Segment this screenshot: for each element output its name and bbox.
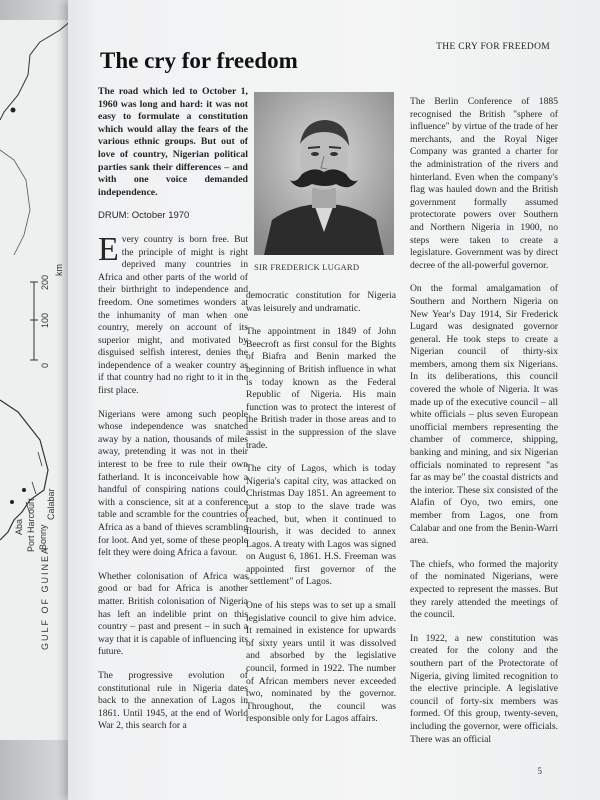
map-label-port-harcourt: Port Harcourt <box>26 498 36 552</box>
lead-paragraph: The road which led to October 1, 1960 was long and hard: it was not easy to formulate a constitution which would allay the fears of the various ethnic groups. But out of love of country, Nigerian political parties sank their differences – and with one voice demanded independence. <box>98 86 248 198</box>
drop-cap: E <box>98 230 119 268</box>
page-number: 5 <box>537 766 542 776</box>
paragraph <box>98 230 248 398</box>
paragraph: Whether colonisation of Africa was good or bad for Africa is another matter. British colonisation of Nigeria has left an indelible print on this country – past and present – in such a way that it is capable of influencing its future. <box>98 570 248 658</box>
map-scale-100: 100 <box>40 312 50 328</box>
column-1 <box>98 86 248 744</box>
map-label-bonny: Bonny <box>38 524 48 550</box>
paragraph: The chiefs, who formed the majority of the nominated Nigerians, were expected to represent the masses. But they rarely attended the meetings of the council. <box>410 558 558 621</box>
article-title: The cry for freedom <box>100 48 298 73</box>
map-scale-unit: km <box>54 264 64 276</box>
byline: DRUM: October 1970 <box>98 210 190 222</box>
portrait-drawing <box>254 92 394 255</box>
map-scale-0: 0 <box>40 362 50 368</box>
paragraph: One of his steps was to set up a small legislative council to give him advice. It remained in existence for upwards of sixty years until it was dissolved and absorbed by the legislative council, formed in 1922. The number of African members never exceeded two, nominated by the governor. Throughout, the council was responsible only for Lagos affairs. <box>246 600 396 725</box>
book-page <box>68 0 600 800</box>
column-3 <box>410 96 558 757</box>
map-label-gulf-of-guinea: GULF OF GUINEA <box>40 545 50 650</box>
paragraph: democratic constitution for Nigeria was leisurely and undramatic. <box>246 290 396 314</box>
paragraph: The progressive evolution of constitutional rule in Nigeria dates back to the annexation of Lagos in 1861. Until 1945, at the end of World War 2, this search for a <box>98 669 248 732</box>
photo-caption: SIR FREDERICK LUGARD <box>254 262 360 272</box>
paragraph: On the formal amalgamation of Southern and Northern Nigeria on New Year's Day 1914, Sir Frederick Lugard was designated governor general. He took steps to create a Nigerian council of thirty-six members, among them six Nigerians. In its deliberations, this council covered the whole of Nigeria. It was made up of the executive council – all white officials – plus seven European unofficial members representing the chamber of commerce, shipping, banking and mining, and six Nigerian officials nominated to represent "as far as may be" the coastal districts and the interior. These six consisted of the Alafin of Oyo, two emirs, one member from Lagos, one from Calabar and one from the Benin-Warri area. <box>410 283 558 547</box>
portrait-photo <box>254 92 394 255</box>
paragraph: In 1922, a new constitution was created for the colony and the southern part of the Protectorate of Nigeria, giving limited recognition to the elective principle. A legislative council of forty-six members was formed. Of this group, twenty-seven, including the governor, were officials. There was an official <box>410 632 558 745</box>
map-drawing <box>0 20 72 740</box>
paragraph: The city of Lagos, which is today Nigeria's capital city, was attacked on Christmas Day 1851. An agreement to put a stop to the slave trade was reached, but, when it continued to flourish, it was decided to annex Lagos. A treaty with Lagos was signed on August 6, 1861. H.S. Freeman was appointed first governor of the "settlement" of Lagos. <box>246 463 396 588</box>
column-2 <box>246 290 396 737</box>
map-label-aba: Aba <box>14 518 24 535</box>
running-head: THE CRY FOR FREEDOM <box>436 42 550 52</box>
paragraph: The Berlin Conference of 1885 recognised the British "sphere of influence" by virtue of the trade of her merchants, and the Royal Niger Company was granted a charter for the administration of the rivers and hinterland. Even when the company's flag was hauled down and the British government formally assumed protectorate powers over Southern and Northern Nigeria in 1900, no steps were taken to create a legislature. Government was by direct decree of the all-powerful governor. <box>410 96 558 271</box>
map-scale-200: 200 <box>40 274 50 290</box>
map-label-calabar: Calabar <box>46 488 56 520</box>
facing-page-map <box>0 20 72 740</box>
paragraph: The appointment in 1849 of John Beecroft as first consul for the Bights of Biafra and Benin marked the beginning of British influence in what is today known as the Federal Republic of Nigeria. His main function was to protect the interest of the British trader in those areas and to assist in the suppression of the slave trade. <box>246 326 396 451</box>
paragraph-text: very country is born free. But the principle of might is right deprived many countries in Africa and other parts of the world of their birthright to independence and freedom. One sometimes wonders at the inhumanity of man when one country, merely on account of its superior might, and motivated by disguised selfish interest, denies the independence of a weaker country as if that country had no right to it in the first place. <box>98 233 248 397</box>
paragraph: Nigerians were among such people whose independence was snatched away by a nation, thousands of miles away, pretending it was not in their interest to be free to rule their own fatherland. It is inconceivable how a handful of conspiring nations could, with a conscience, sit at a conference table and scramble for the countries of Africa as a band of thieves scrambling for loot. And yet, some of these people felt they were doing Africa a favour. <box>98 408 248 559</box>
